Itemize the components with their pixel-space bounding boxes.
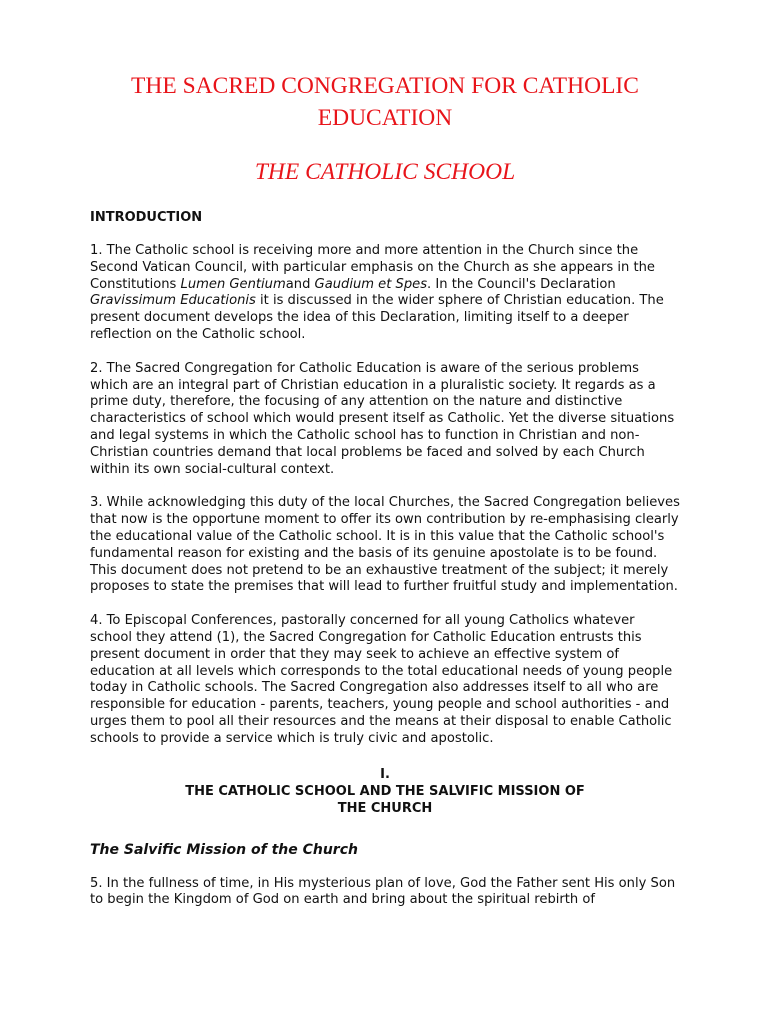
lumen-gentium-title: Lumen Gentium: [180, 276, 286, 292]
paragraph-2: 2. The Sacred Congregation for Catholic Education is aware of the serious problems which are an integral part of Christian education in a pluralistic society. It regards as a prime duty, therefore, the focusing of any attention on the nature and distinctive characteristics of school which would present itself as Catholic. Yet the diverse situations and legal systems in which the Catholic school has to function in Christian and non-Christian countries demand that local problems be faced and solved by each Church within its own social-cultural context.: [90, 360, 675, 477]
section-title-line-2: THE CHURCH: [337, 800, 433, 816]
document-subtitle: THE CATHOLIC SCHOOL: [254, 159, 516, 185]
introduction-heading: INTRODUCTION: [90, 210, 203, 225]
paragraph-1-text-c: . In the Council's Declaration: [427, 276, 616, 292]
section-heading: [90, 766, 680, 817]
paragraph-4: 4. To Episcopal Conferences, pastorally concerned for all young Catholics whatever school they attend (1), the Sacred Congregation for Catholic Education entrusts this present document in order that they may seek to achieve an effective system of education at all levels which corresponds to the total educational needs of young people today in Catholic schools. The Sacred Congregation also addresses itself to all who are responsible for education - parents, teachers, young people and school authorities - and urges them to pool all their resources and the means at their disposal to enable Catholic schools to provide a service which is truly civic and apostolic.: [90, 613, 673, 746]
paragraph-1-text-a: 1. The Catholic school is receiving more and more attention in the Church since the Second Vatican Council, with particular emphasis on the Church as she appears in the Constitutions: [90, 243, 655, 292]
gaudium-et-spes-title: Gaudium et Spes: [314, 276, 428, 292]
paragraph-1-text-b: and: [285, 276, 315, 292]
paragraph-3: 3. While acknowledging this duty of the local Churches, the Sacred Congregation believes that now is the opportune moment to offer its own contribution by re-emphasising clearly the educational value of the Catholic school. It is in this value that the Catholic school's fundamental reason for existing and the basis of its genuine apostolate is to be found. This document does not pretend to be an exhaustive treatment of the subject; it merely proposes to state the premises that will lead to further fruitful study and implementation.: [90, 495, 680, 595]
document-page: [90, 70, 680, 909]
subsection-title: The Salvific Mission of the Church: [90, 841, 358, 858]
section-title-line-1: THE CATHOLIC SCHOOL AND THE SALVIFIC MISSION OF: [185, 783, 585, 799]
gravissimum-educationis-title: Gravissimum Educationis: [90, 293, 256, 309]
document-title: THE SACRED CONGREGATION FOR CATHOLIC EDUCATION: [131, 73, 639, 131]
section-number: I.: [380, 766, 390, 782]
paragraph-5: 5. In the fullness of time, in His mysterious plan of love, God the Father sent His only Son to begin the Kingdom of God on earth and bring about the spiritual rebirth of: [90, 875, 676, 908]
paragraph-1: [90, 243, 680, 344]
paragraph-1-text-d: it is discussed in the wider sphere of Christian education. The present document develops the idea of this Declaration, limiting itself to a deeper reflection on the Catholic school.: [90, 293, 664, 342]
